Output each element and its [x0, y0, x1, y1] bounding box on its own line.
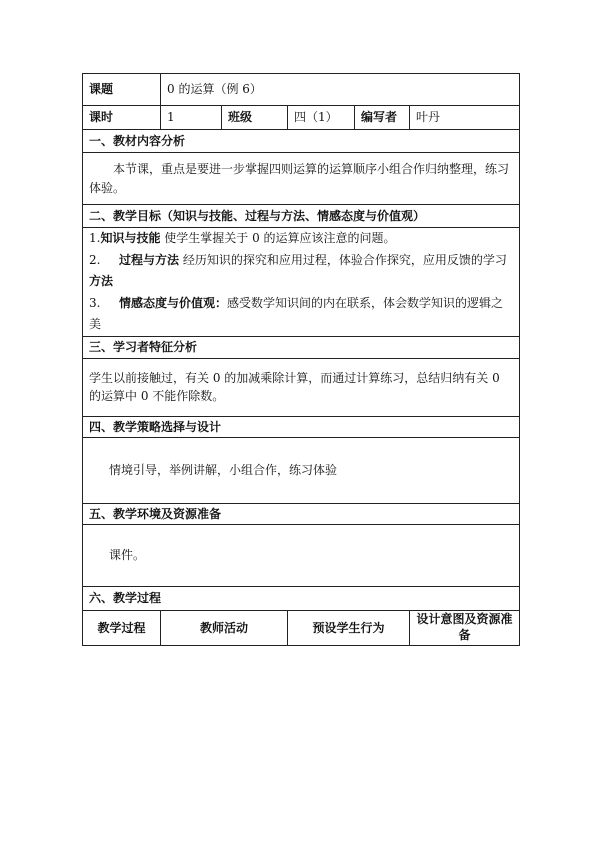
period-value: 1 — [161, 106, 222, 130]
objective-2-text: 经历知识的探究和应用过程，体验合作探究，应用反馈的学习 — [182, 252, 507, 267]
section-title-objectives: 二、教学目标（知识与技能、过程与方法、情感态度与价值观） — [83, 205, 520, 228]
author-label: 编写者 — [355, 106, 410, 130]
section-title-learner-analysis: 三、学习者特征分析 — [83, 336, 520, 358]
content-analysis-text: 本节课，重点是要进一步掌握四则运算的运算顺序小组合作归纳整理，练习体验。 — [83, 153, 520, 205]
strategy-text: 情境引导，举例讲解，小组合作，练习体验 — [83, 437, 520, 503]
topic-label: 课题 — [83, 74, 161, 106]
section-title-process: 六、教学过程 — [83, 586, 520, 610]
process-col-teacher: 教师活动 — [161, 610, 288, 645]
topic-value: 0 的运算（例 6） — [161, 74, 520, 106]
lesson-plan-table — [82, 73, 520, 646]
objective-1-text: 使学生掌握关于 0 的运算应该注意的问题。 — [164, 231, 396, 245]
objective-2-continued: 方法 — [89, 274, 114, 289]
objective-2-num: 2. — [89, 252, 101, 267]
author-value: 叶丹 — [410, 106, 520, 130]
meta-row — [83, 106, 520, 130]
class-label: 班级 — [222, 106, 288, 130]
class-value: 四（1） — [288, 106, 355, 130]
section-title-content-analysis: 一、教材内容分析 — [83, 130, 520, 153]
objective-3-num: 3. — [89, 295, 101, 310]
objective-1 — [89, 228, 513, 250]
objective-2-label: 过程与方法 — [119, 252, 180, 267]
process-col-stage: 教学过程 — [83, 610, 161, 645]
topic-row — [83, 74, 520, 106]
objective-1-num: 1. — [89, 231, 101, 245]
period-label: 课时 — [83, 106, 161, 130]
objective-3 — [89, 293, 513, 336]
objective-2 — [89, 250, 513, 272]
process-header-row — [83, 610, 520, 645]
objective-1-label: 知识与技能 — [100, 231, 161, 245]
section-title-strategy: 四、教学策略选择与设计 — [83, 416, 520, 437]
environment-text: 课件。 — [83, 524, 520, 586]
learner-analysis-text: 学生以前接触过，有关 0 的加减乘除计算，而通过计算练习，总结归纳有关 0 的运算中 0 不能作除数。 — [83, 358, 520, 416]
process-col-intent: 设计意图及资源准备 — [410, 610, 520, 645]
process-col-student: 预设学生行为 — [288, 610, 410, 645]
objective-3-label: 情感态度与价值观： — [119, 295, 228, 310]
section-title-environment: 五、教学环境及资源准备 — [83, 503, 520, 524]
objectives-body — [83, 228, 520, 337]
objective-3-text: 感受数学知识间的内在联系，体会数学知识的逻辑之美 — [89, 295, 504, 332]
